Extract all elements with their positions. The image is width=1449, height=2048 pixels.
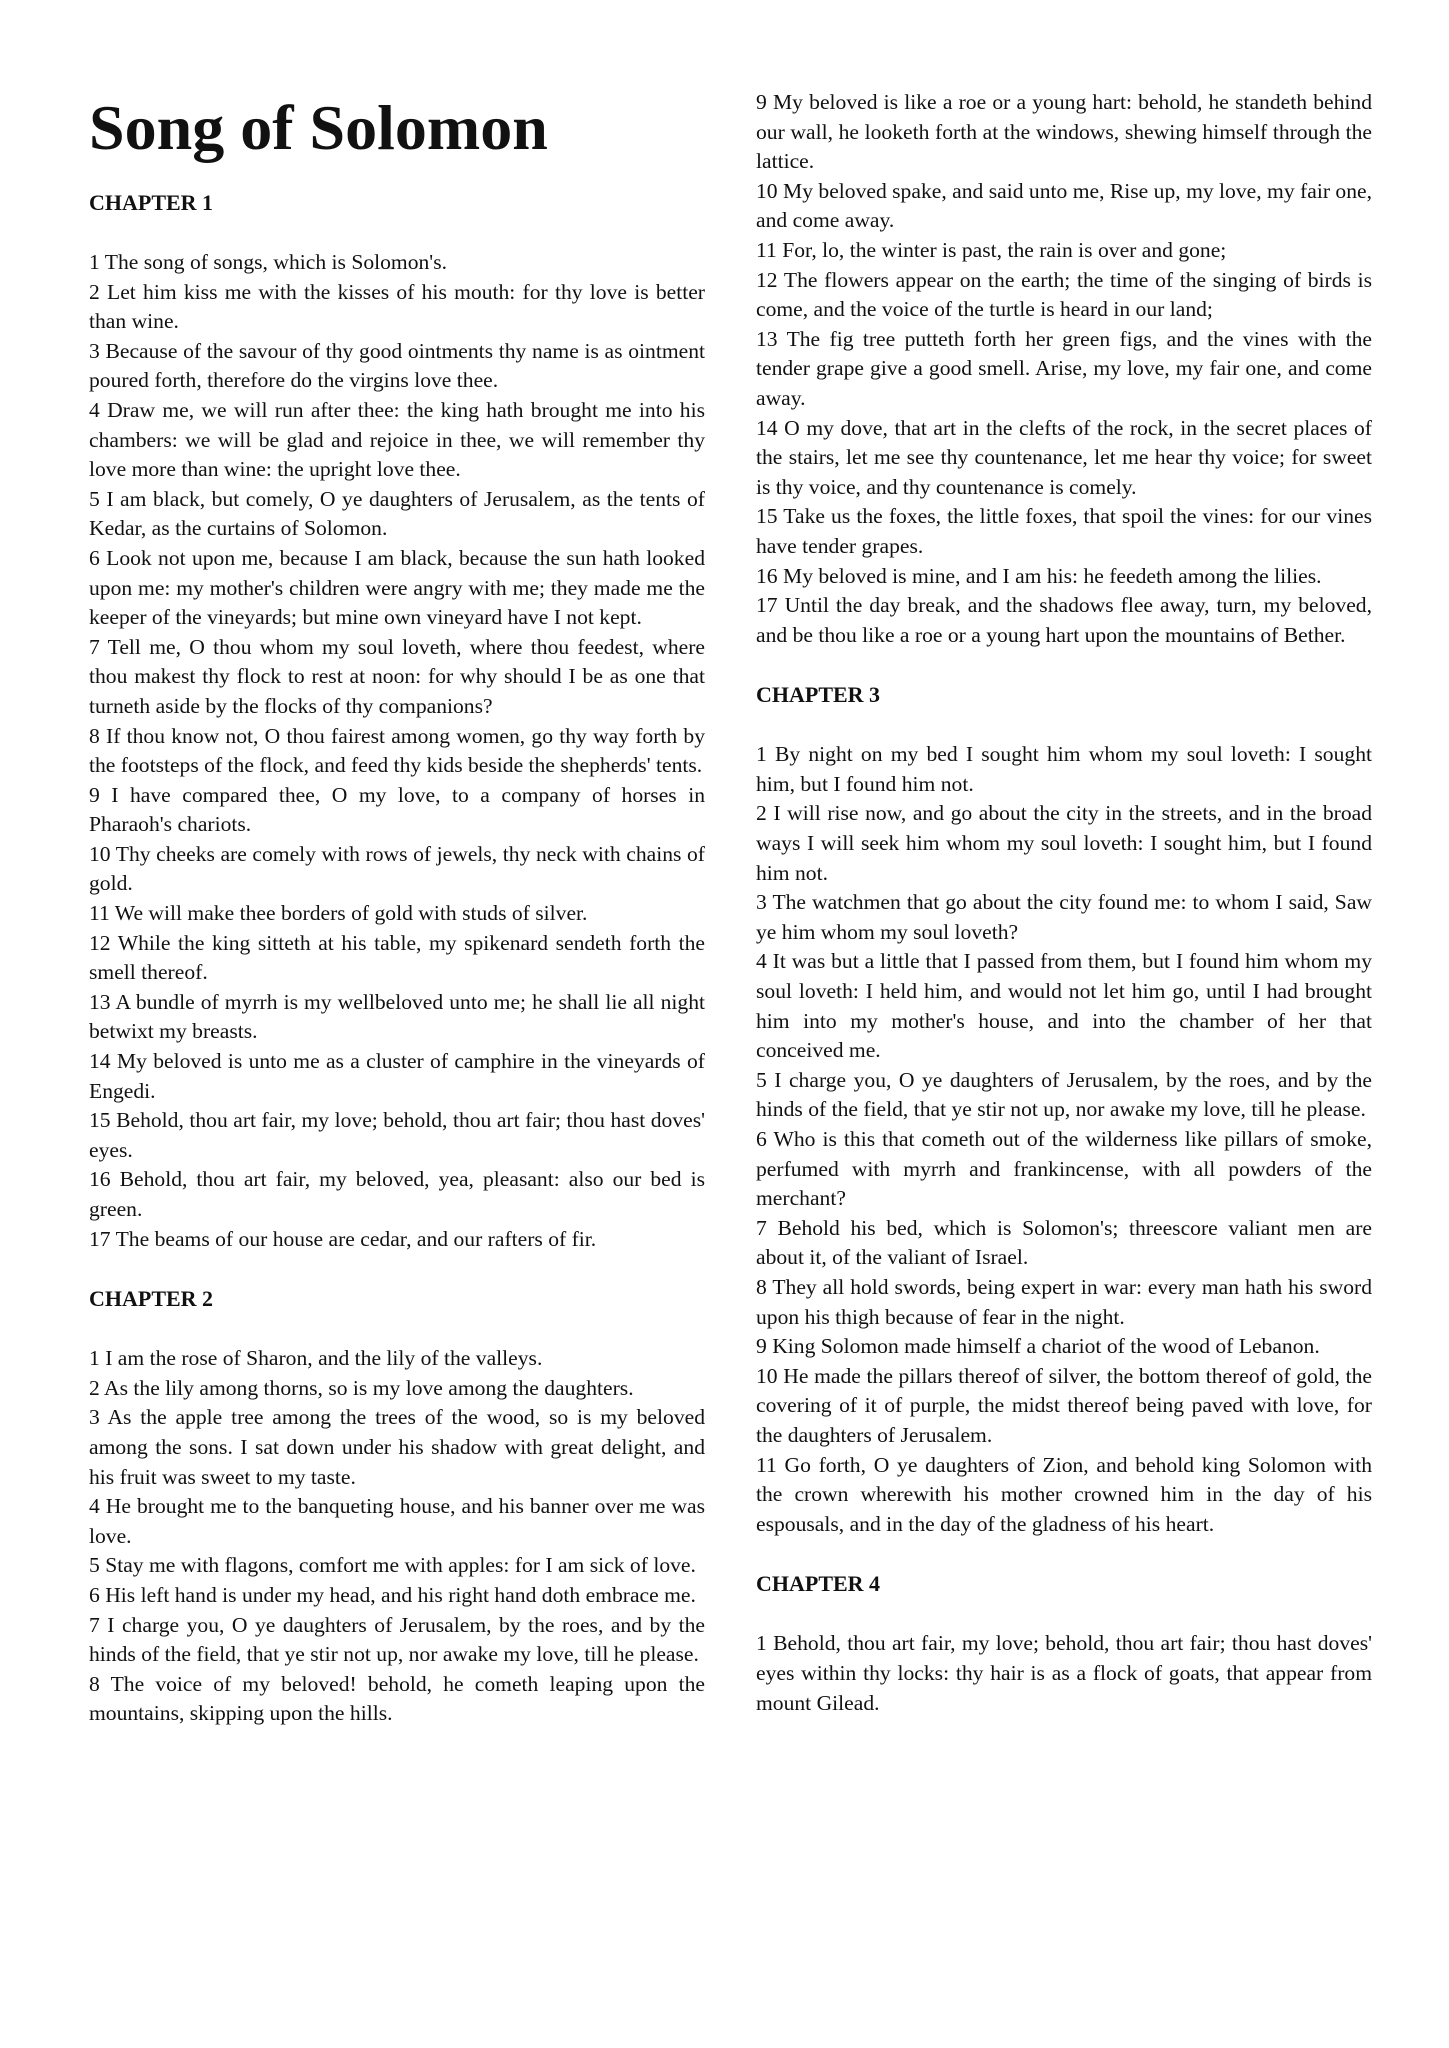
verse: 9 My beloved is like a roe or a young hart: behold, he standeth behind our wall, he looketh forth at the windows, shewing himself through the lattice.	[756, 90, 1372, 174]
verse: 3 Because of the savour of thy good ointments thy name is as ointment poured forth, therefore do the virgins love thee.	[89, 338, 705, 393]
verse: 12 The flowers appear on the earth; the time of the singing of birds is come, and the voice of the turtle is heard in our land;	[756, 267, 1372, 322]
verse: 3 As the apple tree among the trees of the wood, so is my beloved among the sons. I sat down under his shadow with great delight, and his fruit was sweet to my taste.	[89, 1405, 705, 1489]
verse: 11 For, lo, the winter is past, the rain is over and gone;	[756, 237, 1227, 262]
verse: 4 He brought me to the banqueting house, and his banner over me was love.	[89, 1494, 705, 1548]
verse: 8 They all hold swords, being expert in war: every man hath his sword upon his thigh because of fear in the night.	[756, 1274, 1372, 1329]
verse: 2 I will rise now, and go about the city in the streets, and in the broad ways I will seek him whom my soul loveth: I sought him, but I found him not.	[756, 801, 1372, 885]
verse: 6 Who is this that cometh out of the wilderness like pillars of smoke, perfumed with myrrh and frankincense, with all powders of the merchant?	[756, 1127, 1372, 1211]
verse: 7 Tell me, O thou whom my soul loveth, where thou feedest, where thou makest thy flock to rest at noon: for why should I be as one that turneth aside by the flocks of thy companions?	[89, 634, 705, 718]
verse: 6 Look not upon me, because I am black, because the sun hath looked upon me: my mother's children were angry with me; they made me the keeper of the vineyards; but mine own vineyard have I not kept.	[89, 545, 705, 630]
verse: 7 Behold his bed, which is Solomon's; threescore valiant men are about it, of the valiant of Israel.	[756, 1215, 1372, 1270]
verse: 7 I charge you, O ye daughters of Jerusalem, by the roes, and by the hinds of the field, that ye stir not up, nor awake my love, till he please.	[89, 1612, 705, 1667]
verse: 1 I am the rose of Sharon, and the lily of the valleys.	[89, 1346, 543, 1371]
verse: 17 Until the day break, and the shadows flee away, turn, my beloved, and be thou like a roe or a young hart upon the mountains of Bether.	[756, 593, 1372, 647]
verse: 16 Behold, thou art fair, my beloved, yea, pleasant: also our bed is green.	[89, 1167, 705, 1221]
chapter-heading: CHAPTER 3	[756, 682, 881, 708]
verse: 5 I charge you, O ye daughters of Jerusalem, by the roes, and by the hinds of the field, that ye stir not up, nor awake my love, till he please.	[756, 1067, 1372, 1122]
verse: 14 My beloved is unto me as a cluster of camphire in the vineyards of Engedi.	[89, 1049, 705, 1103]
verse: 6 His left hand is under my head, and his right hand doth embrace me.	[89, 1582, 696, 1607]
verse: 10 He made the pillars thereof of silver, the bottom thereof of gold, the covering of it of purple, the midst thereof being paved with love, for the daughters of Jerusalem.	[756, 1363, 1372, 1447]
chapter-2-continued	[756, 88, 1372, 650]
verse: 12 While the king sitteth at his table, my spikenard sendeth forth the smell thereof.	[89, 930, 705, 985]
chapter-4	[756, 1569, 1372, 1718]
verse: 4 Draw me, we will run after thee: the king hath brought me into his chambers: we will be glad and rejoice in thee, we will remember thy love more than wine: the upright love thee.	[89, 397, 705, 482]
verse: 14 O my dove, that art in the clefts of the rock, in the secret places of the stairs, let me see thy countenance, let me hear thy voice; for sweet is thy voice, and thy countenance is comely.	[756, 415, 1372, 499]
verse: 1 Behold, thou art fair, my love; behold, thou art fair; thou hast doves' eyes within thy locks: thy hair is as a flock of goats, that appear from mount Gilead.	[756, 1631, 1372, 1715]
verse: 1 By night on my bed I sought him whom my soul loveth: I sought him, but I found him not.	[756, 742, 1372, 796]
verse: 2 Let him kiss me with the kisses of his mouth: for thy love is better than wine.	[89, 279, 705, 334]
chapter-1	[89, 188, 705, 1254]
right-column	[756, 88, 1372, 1748]
chapter-3	[756, 680, 1372, 1539]
book-title: Song of Solomon	[89, 92, 548, 163]
chapter-heading: CHAPTER 4	[756, 1571, 881, 1597]
verse: 8 The voice of my beloved! behold, he cometh leaping upon the mountains, skipping upon the hills.	[89, 1671, 705, 1726]
verse: 4 It was but a little that I passed from them, but I found him whom my soul loveth: I held him, and would not let him go, until I had brought him into my mother's house, and into the chamber of her that conceived me.	[756, 949, 1372, 1063]
verse: 10 My beloved spake, and said unto me, Rise up, my love, my fair one, and come away.	[756, 178, 1372, 233]
verse: 5 I am black, but comely, O ye daughters of Jerusalem, as the tents of Kedar, as the curtains of Solomon.	[89, 486, 705, 541]
chapter-heading: CHAPTER 1	[89, 190, 214, 215]
verse: 11 We will make thee borders of gold with studs of silver.	[89, 901, 588, 926]
verse: 17 The beams of our house are cedar, and our rafters of fir.	[89, 1226, 597, 1251]
chapter-heading: CHAPTER 2	[89, 1286, 214, 1312]
verse: 9 King Solomon made himself a chariot of the wood of Lebanon.	[756, 1334, 1320, 1359]
verse: 1 The song of songs, which is Solomon's.	[89, 250, 448, 274]
verse: 15 Behold, thou art fair, my love; behold, thou art fair; thou hast doves' eyes.	[89, 1108, 705, 1162]
left-column	[89, 92, 705, 1759]
verse: 15 Take us the foxes, the little foxes, that spoil the vines: for our vines have tender grapes.	[756, 504, 1372, 558]
verse: 13 A bundle of myrrh is my wellbeloved unto me; he shall lie all night betwixt my breasts.	[89, 989, 705, 1044]
verse: 9 I have compared thee, O my love, to a company of horses in Pharaoh's chariots.	[89, 782, 705, 837]
verse: 16 My beloved is mine, and I am his: he feedeth among the lilies.	[756, 563, 1322, 588]
verse: 11 Go forth, O ye daughters of Zion, and behold king Solomon with the crown wherewith his mother crowned him in the day of his espousals, and in the day of the gladness of his heart.	[756, 1452, 1372, 1536]
chapter-2	[89, 1284, 705, 1729]
verse: 13 The fig tree putteth forth her green figs, and the vines with the tender grape give a good smell. Arise, my love, my fair one, and come away.	[756, 326, 1372, 410]
verse: 5 Stay me with flagons, comfort me with apples: for I am sick of love.	[89, 1553, 696, 1578]
verse: 8 If thou know not, O thou fairest among women, go thy way forth by the footsteps of the flock, and feed thy kids beside the shepherds' tents.	[89, 723, 705, 778]
verse: 10 Thy cheeks are comely with rows of jewels, thy neck with chains of gold.	[89, 841, 705, 896]
verse: 3 The watchmen that go about the city found me: to whom I said, Saw ye him whom my soul loveth?	[756, 890, 1372, 944]
verse: 2 As the lily among thorns, so is my love among the daughters.	[89, 1375, 634, 1400]
